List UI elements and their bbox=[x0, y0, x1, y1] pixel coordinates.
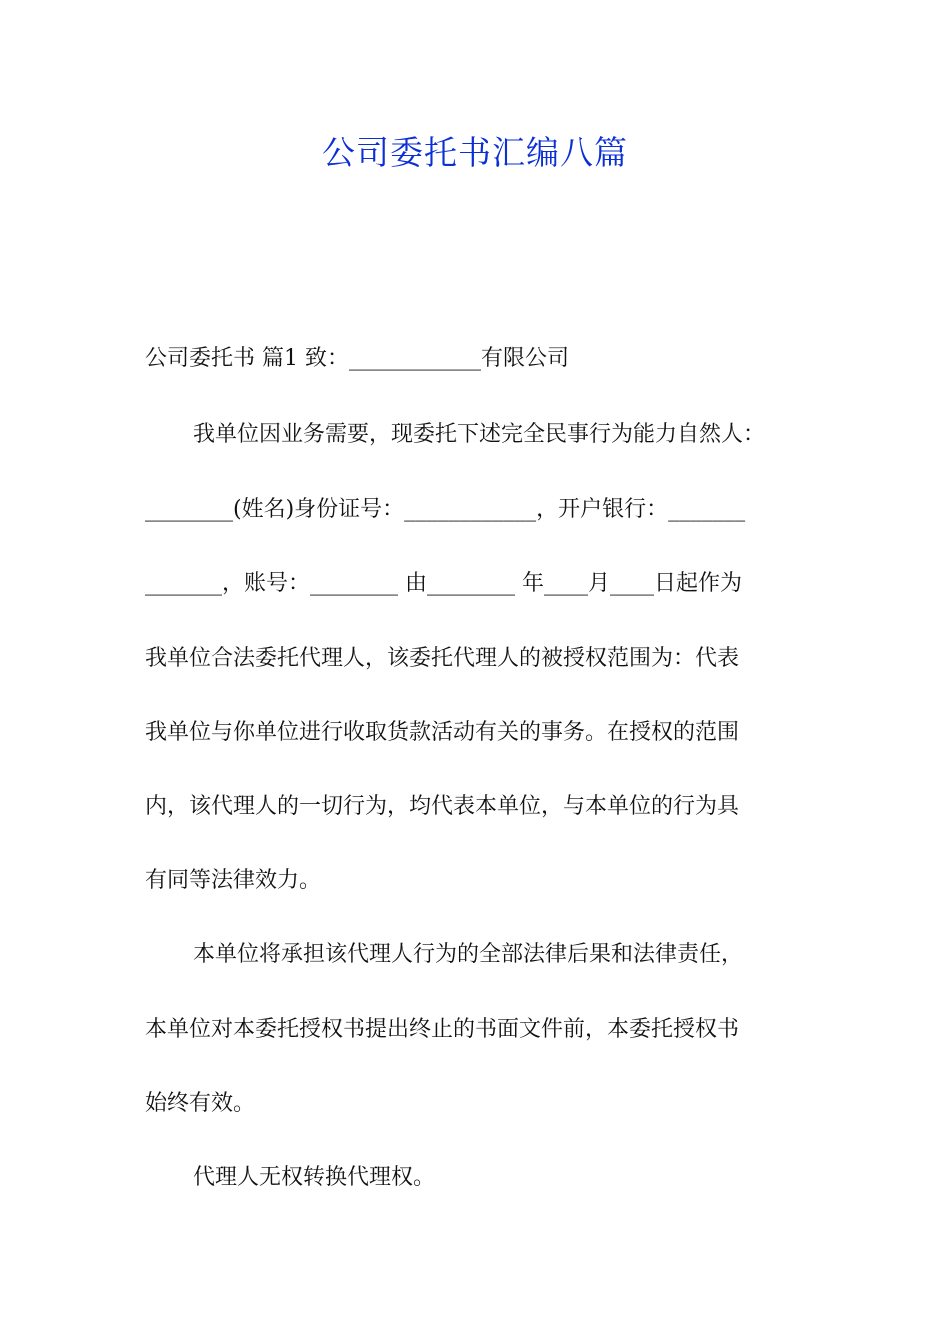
paragraph-line: _______，账号：________ 由________ 年____月____日起作为 bbox=[145, 571, 742, 596]
document-title: 公司委托书汇编八篇 bbox=[322, 133, 628, 172]
paragraph-line: 公司委托书 篇1 致：____________有限公司 bbox=[145, 346, 569, 371]
paragraph-line: 本单位将承担该代理人行为的全部法律后果和法律责任， bbox=[193, 942, 744, 967]
paragraph-line: 本单位对本委托授权书提出终止的书面文件前，本委托授权书 bbox=[145, 1017, 740, 1042]
paragraph-line: 我单位与你单位进行收取货款活动有关的事务。在授权的范围 bbox=[145, 720, 740, 745]
paragraph-line: 始终有效。 bbox=[145, 1091, 256, 1116]
paragraph-line: 代理人无权转换代理权。 bbox=[193, 1165, 436, 1190]
paragraph-line: 我单位合法委托代理人，该委托代理人的被授权范围为：代表 bbox=[145, 646, 740, 671]
paragraph-line: 有同等法律效力。 bbox=[145, 868, 322, 893]
paragraph-line: ________(姓名)身份证号：____________，开户银行：_______ bbox=[145, 497, 746, 522]
paragraph-line: 我单位因业务需要，现委托下述完全民事行为能力自然人： bbox=[193, 422, 766, 447]
paragraph-line: 内，该代理人的一切行为，均代表本单位，与本单位的行为具 bbox=[145, 794, 740, 819]
